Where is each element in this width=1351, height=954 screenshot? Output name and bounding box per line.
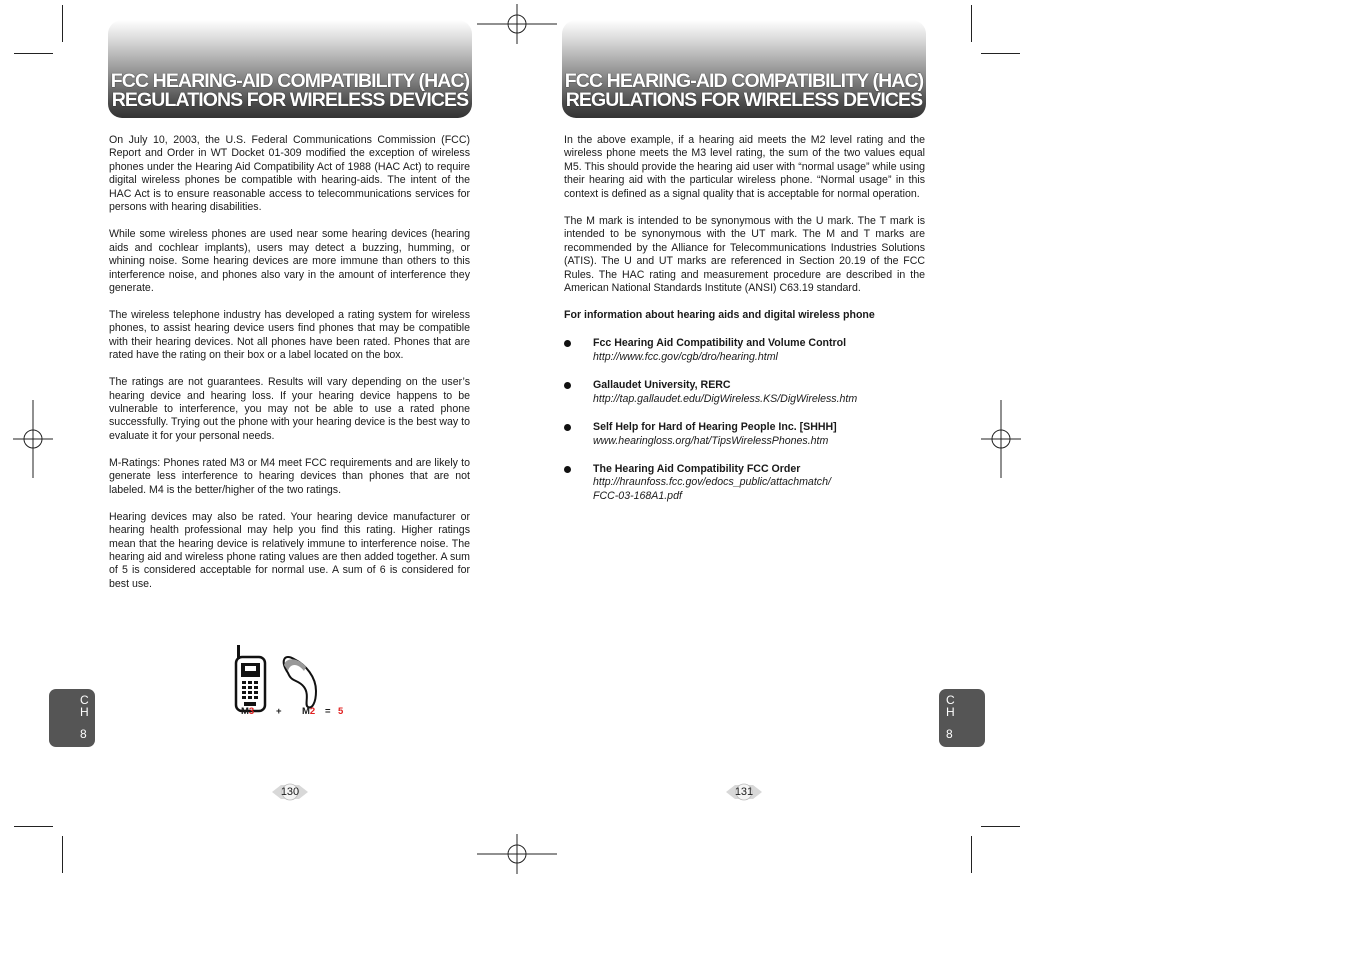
- list-item: [564, 463, 925, 503]
- chapter-tab: [939, 689, 985, 747]
- header-line-1: FCC HEARING-AID COMPATIBILITY (HAC): [564, 70, 924, 92]
- paragraph: While some wireless phones are used near some hearing devices (hearing aids and cochlear implants), users may detect a buzzing, humming, or whining noise. Some hearing devices are more immune than others to this interference noise, and phones also vary in the amount of interference they generate.: [109, 228, 470, 294]
- paragraph: The ratings are not guarantees. Results will vary depending on the user’s hearing device and hearing loss. If your hearing device happens to be vulnerable to interference, you may not be able to use a rated phone successfully. Trying out the phone with your hearing device is the best way to evaluate it for your personal needs.: [109, 376, 470, 442]
- chapter-tab-number: 8: [946, 727, 953, 741]
- paragraph: Hearing devices may also be rated. Your hearing device manufacturer or hearing health professional may help you find this rating. Higher ratings mean that the hearing device is relatively immune to interference noise. The hearing aid and wireless phone rating values are then added together. A sum of 5 is considered acceptable for normal use. A sum of 6 is considered for best use.: [109, 510, 470, 590]
- crop-mark: [981, 53, 1020, 54]
- right-page-header: [562, 20, 926, 118]
- paragraph: On July 10, 2003, the U.S. Federal Communications Commission (FCC) Report and Order in WT Docket 01-309 modified the exception of wireless phones under the Hearing Aid Compatibility Act of 1988 (HAC Act) to require digital wireless phones be compatible with hearing-aids. The intent of the HAC Act is to ensure reasonable access to telecommunications services for persons with hearing disabilities.: [109, 134, 470, 214]
- crop-mark: [62, 836, 63, 873]
- link-url[interactable]: http://hraunfoss.fcc.gov/edocs_public/attachmatch/: [593, 476, 831, 489]
- sum-value: 5: [338, 706, 344, 717]
- aid-rating-label: M2: [302, 706, 316, 717]
- crop-mark: [62, 5, 63, 42]
- crop-mark: [971, 836, 972, 873]
- info-heading: For information about hearing aids and digital wireless phone: [564, 308, 875, 321]
- crop-mark: [971, 5, 972, 42]
- link-title: Gallaudet University, RERC: [593, 379, 731, 392]
- registration-mark-icon: [477, 4, 557, 44]
- header-line-1: FCC HEARING-AID COMPATIBILITY (HAC): [110, 70, 470, 92]
- chapter-tab-letter: C: [946, 693, 955, 707]
- link-url[interactable]: http://tap.gallaudet.edu/DigWireless.KS/DigWireless.htm: [593, 392, 858, 405]
- link-title: Self Help for Hard of Hearing People Inc. [SHHH]: [593, 421, 837, 434]
- link-url[interactable]: FCC-03-168A1.pdf: [593, 489, 682, 502]
- crop-mark: [14, 53, 53, 54]
- right-page-body: [564, 134, 925, 518]
- header-line-2: REGULATIONS FOR WIRELESS DEVICES: [565, 89, 923, 111]
- bullet-icon: [564, 382, 571, 389]
- bullet-icon: [564, 424, 571, 431]
- list-item: [564, 379, 925, 406]
- list-item: [564, 337, 925, 364]
- equals-sign: =: [325, 706, 331, 717]
- left-page-body: [109, 134, 470, 605]
- chapter-tab-number: 8: [80, 727, 87, 741]
- link-title: The Hearing Aid Compatibility FCC Order: [593, 463, 801, 476]
- phone-rating-label: M3: [241, 706, 255, 717]
- bullet-icon: [564, 340, 571, 347]
- link-title: Fcc Hearing Aid Compatibility and Volume Control: [593, 337, 847, 350]
- paragraph: The wireless telephone industry has developed a rating system for wireless phones, to assist hearing device users find phones that may be compatible with their hearing devices. Not all phones have been rated. Phones that are rated have the rating on their box or a label located on the box.: [109, 308, 470, 362]
- link-url[interactable]: http://www.fcc.gov/cgb/dro/hearing.html: [593, 350, 778, 363]
- chapter-tab-letter: H: [946, 705, 955, 719]
- registration-mark-icon: [13, 400, 53, 478]
- registration-mark-icon: [981, 400, 1021, 478]
- crop-mark: [14, 826, 53, 827]
- paragraph: In the above example, if a hearing aid meets the M2 level rating and the wireless phone meets the M3 level rating, the sum of the two values equal M5. This should provide the hearing aid user with “normal usage” while using their hearing aid with the particular wireless phone. “Normal usage” in this context is defined as a signal quality that is acceptable for normal operation.: [564, 134, 925, 200]
- phone-icon: [236, 645, 265, 711]
- chapter-tab-letter: C: [80, 693, 89, 707]
- chapter-tab-letter: H: [80, 705, 89, 719]
- registration-mark-icon: [477, 834, 557, 874]
- page-number: 130: [272, 783, 308, 801]
- paragraph: The M mark is intended to be synonymous with the U mark. The T mark is intended to be synonymous with the UT mark. The M and T marks are recommended by the Alliance for Telecommunications Industries Solutions (ATIS). The U and UT marks are referenced in Section 20.19 of the FCC Rules. The HAC rating and measurement procedure are described in the American National Standards Institute (ANSI) C63.19 standard.: [564, 214, 925, 294]
- left-page-header: [108, 20, 472, 118]
- list-item: [564, 421, 925, 448]
- link-url[interactable]: www.hearingloss.org/hat/TipsWirelessPhones.htm: [593, 434, 829, 447]
- hearing-aid-icon: [284, 657, 316, 707]
- paragraph: M-Ratings: Phones rated M3 or M4 meet FCC requirements and are likely to generate less interference to hearing devices than phones that are not labeled. M4 is the better/higher of the two ratings.: [109, 456, 470, 496]
- chapter-tab: [49, 689, 95, 747]
- crop-mark: [981, 826, 1020, 827]
- page-number: 131: [726, 783, 762, 801]
- plus-sign: +: [276, 706, 282, 717]
- header-line-2: REGULATIONS FOR WIRELESS DEVICES: [111, 89, 469, 111]
- bullet-icon: [564, 466, 571, 473]
